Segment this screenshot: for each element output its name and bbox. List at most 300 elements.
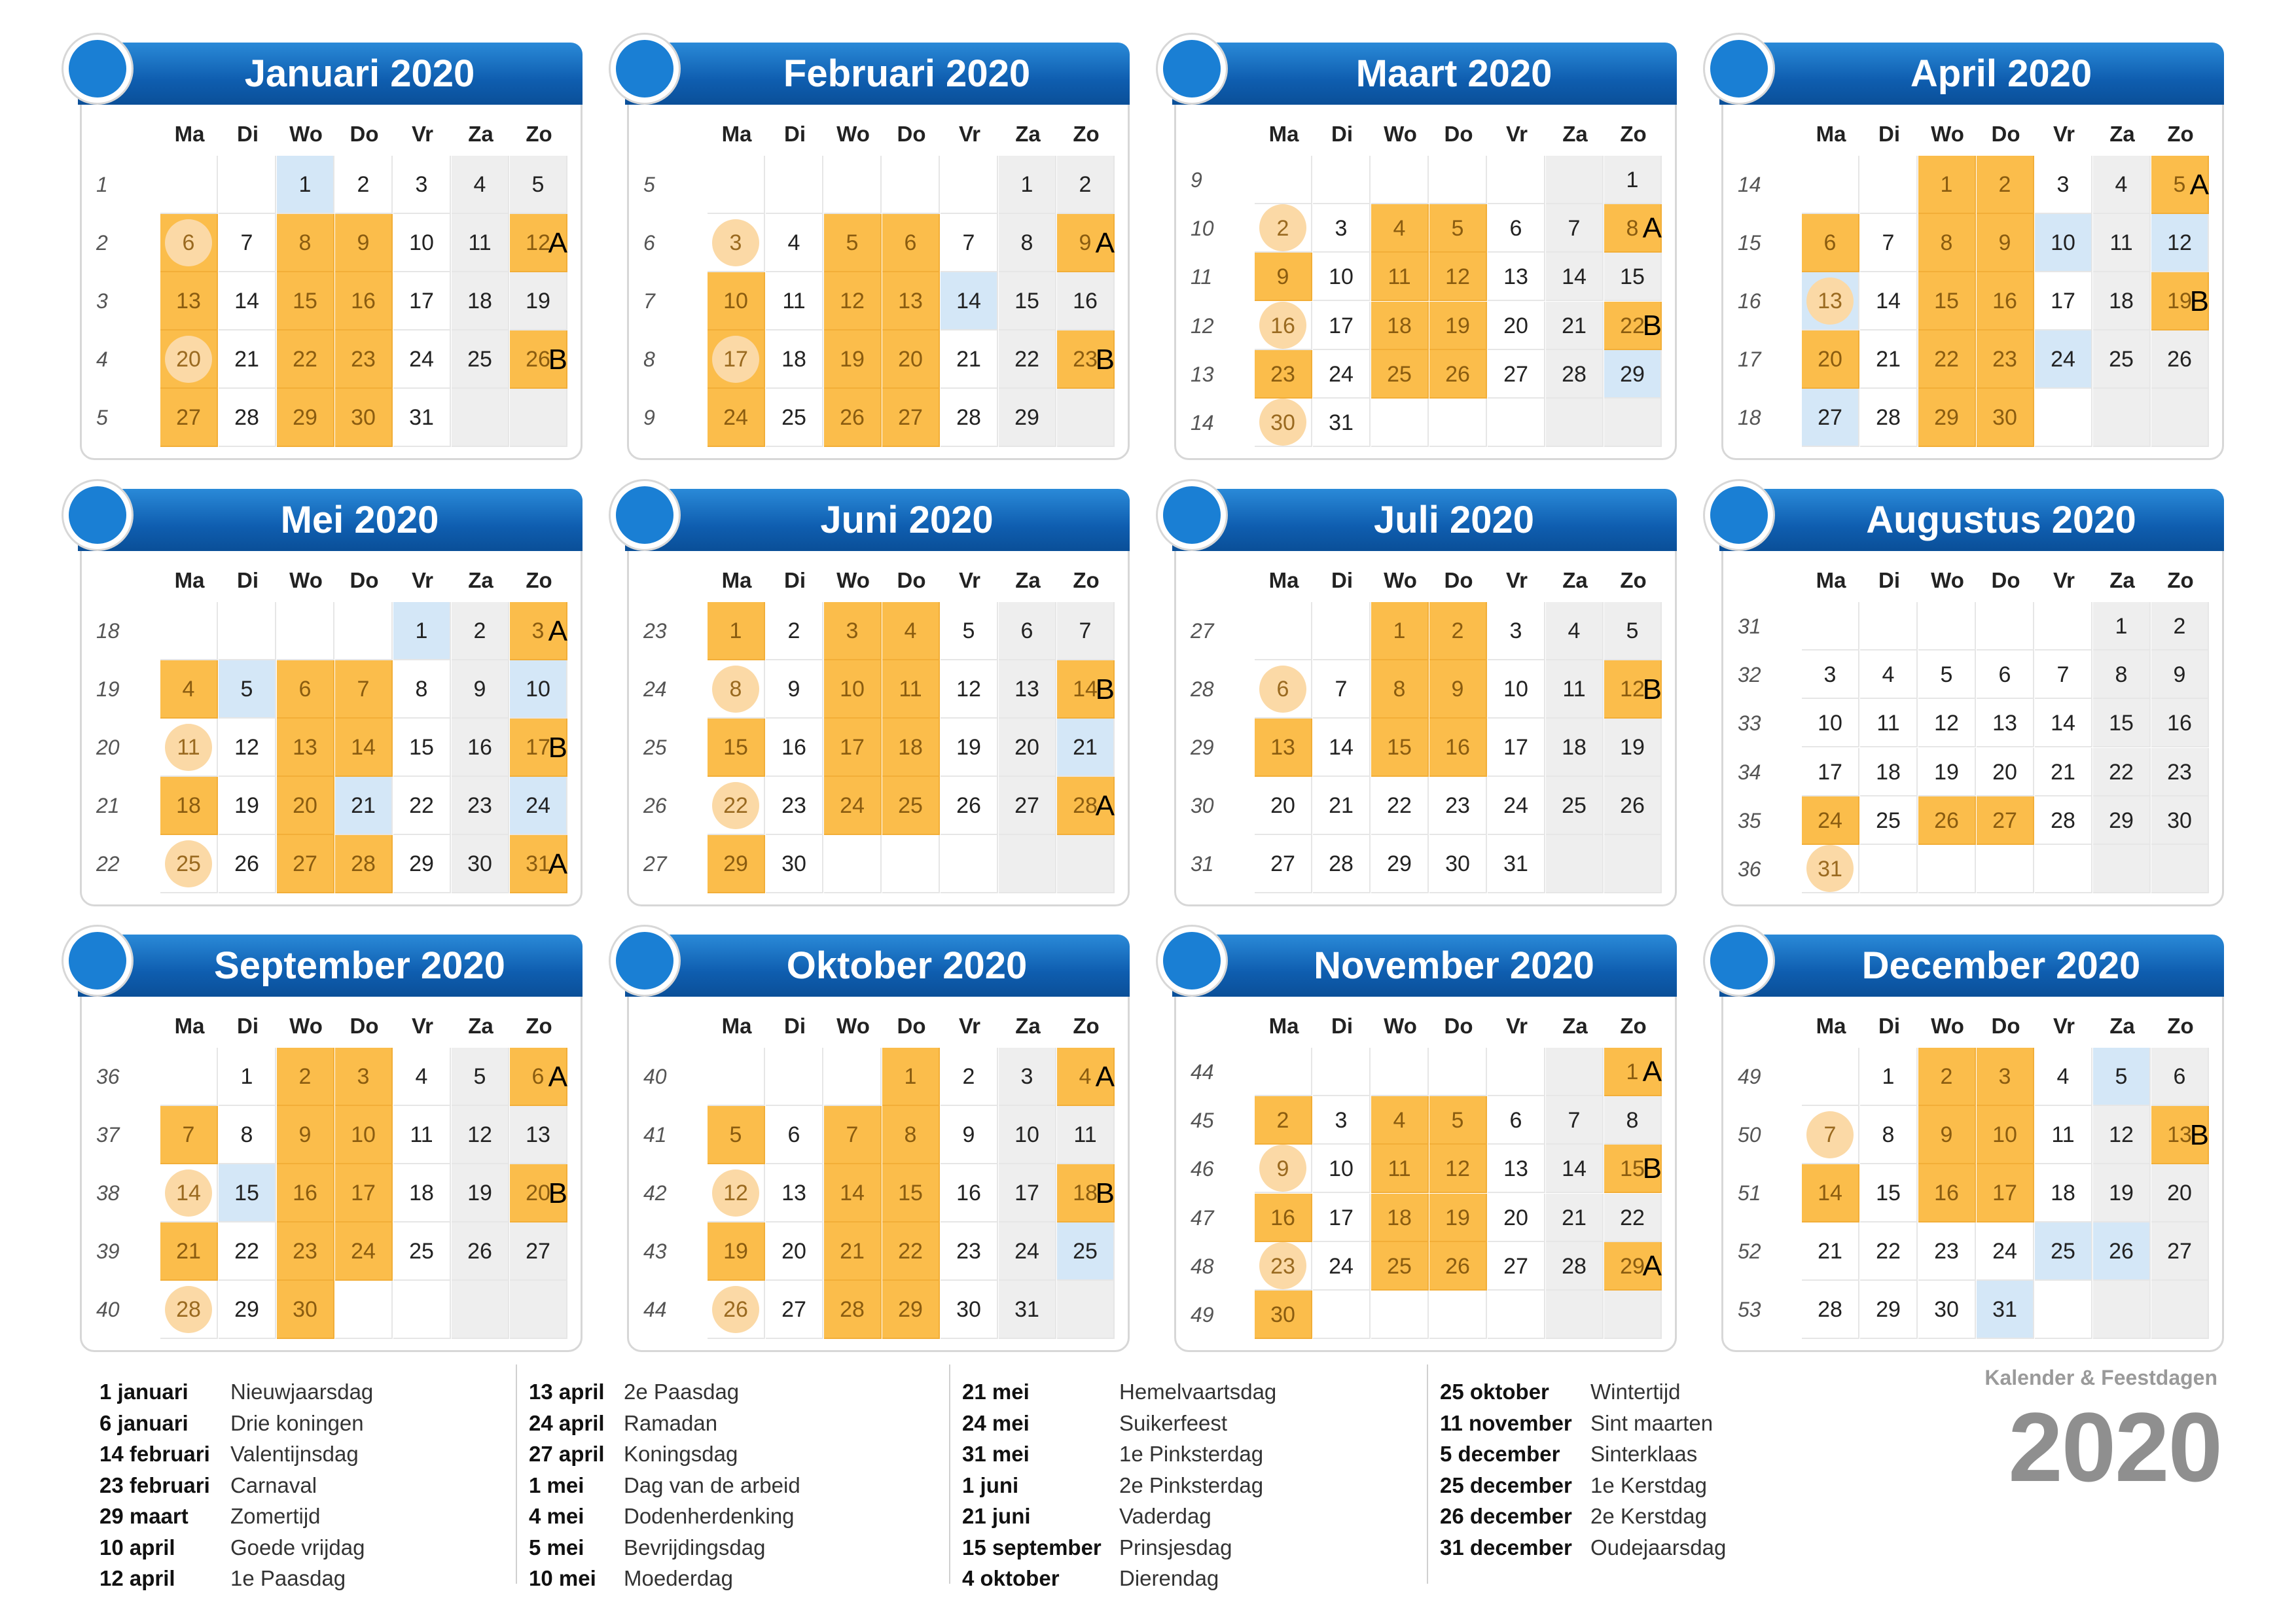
day-cell[interactable]: 10: [824, 660, 882, 719]
day-cell[interactable]: 26: [1604, 777, 1662, 835]
day-cell[interactable]: 26: [219, 835, 276, 893]
day-cell[interactable]: [1371, 1291, 1429, 1339]
day-cell[interactable]: 17: [1313, 1194, 1371, 1242]
day-cell[interactable]: 18: [393, 1164, 451, 1222]
day-cell[interactable]: [1313, 1048, 1371, 1096]
day-cell[interactable]: [882, 156, 940, 214]
day-cell[interactable]: 17: [335, 1164, 393, 1222]
day-cell[interactable]: 5: [824, 214, 882, 272]
day-cell[interactable]: 4: [1371, 204, 1429, 253]
day-cell[interactable]: 9 A: [1057, 214, 1115, 272]
day-cell[interactable]: 15 B: [1604, 1145, 1662, 1193]
day-cell[interactable]: 7: [941, 214, 998, 272]
day-cell[interactable]: 16: [1057, 272, 1115, 330]
day-cell[interactable]: 8: [2093, 651, 2151, 699]
day-cell[interactable]: [1802, 602, 1859, 651]
day-cell[interactable]: 7: [2035, 651, 2092, 699]
day-cell[interactable]: 1: [1371, 602, 1429, 660]
day-cell[interactable]: [1604, 399, 1662, 447]
day-cell[interactable]: 1: [1604, 156, 1662, 204]
day-cell[interactable]: [1488, 1048, 1545, 1096]
day-cell[interactable]: 4: [1546, 602, 1604, 660]
day-cell[interactable]: 2: [1057, 156, 1115, 214]
day-cell[interactable]: 14: [1313, 719, 1371, 777]
day-cell[interactable]: 16: [1255, 302, 1312, 350]
day-cell[interactable]: 15: [2093, 699, 2151, 747]
day-cell[interactable]: [1604, 835, 1662, 893]
day-cell[interactable]: 26: [1429, 1242, 1487, 1291]
day-cell[interactable]: 31: [999, 1281, 1056, 1339]
day-cell[interactable]: 17 B: [510, 719, 567, 777]
day-cell[interactable]: [1546, 399, 1604, 447]
day-cell[interactable]: 25: [393, 1222, 451, 1281]
day-cell[interactable]: 13: [160, 272, 218, 330]
day-cell[interactable]: 4: [882, 602, 940, 660]
day-cell[interactable]: 16: [452, 719, 509, 777]
day-cell[interactable]: [708, 156, 765, 214]
day-cell[interactable]: 13: [510, 1106, 567, 1164]
day-cell[interactable]: [1802, 1048, 1859, 1106]
day-cell[interactable]: 10: [999, 1106, 1056, 1164]
day-cell[interactable]: 15: [219, 1164, 276, 1222]
day-cell[interactable]: 21: [1860, 330, 1918, 389]
day-cell[interactable]: 31 A: [510, 835, 567, 893]
day-cell[interactable]: 4: [2093, 156, 2151, 214]
day-cell[interactable]: [1429, 399, 1487, 447]
day-cell[interactable]: 19: [2093, 1164, 2151, 1222]
day-cell[interactable]: 1: [2093, 602, 2151, 651]
day-cell[interactable]: 15: [882, 1164, 940, 1222]
day-cell[interactable]: 23: [1918, 1222, 1976, 1281]
day-cell[interactable]: 21: [2035, 748, 2092, 796]
day-cell[interactable]: [335, 1281, 393, 1339]
day-cell[interactable]: 16: [766, 719, 823, 777]
day-cell[interactable]: 23: [452, 777, 509, 835]
day-cell[interactable]: 26: [2151, 330, 2209, 389]
day-cell[interactable]: 25: [160, 835, 218, 893]
day-cell[interactable]: 1: [277, 156, 334, 214]
day-cell[interactable]: [1860, 156, 1918, 214]
day-cell[interactable]: 16: [335, 272, 393, 330]
day-cell[interactable]: 9: [1977, 214, 2034, 272]
day-cell[interactable]: 17: [1488, 719, 1545, 777]
day-cell[interactable]: 13: [1802, 272, 1859, 330]
day-cell[interactable]: 27: [1488, 350, 1545, 399]
day-cell[interactable]: 11: [1057, 1106, 1115, 1164]
day-cell[interactable]: 20: [1488, 302, 1545, 350]
day-cell[interactable]: [2151, 1281, 2209, 1339]
day-cell[interactable]: 3: [393, 156, 451, 214]
day-cell[interactable]: [1313, 156, 1371, 204]
day-cell[interactable]: 25: [766, 389, 823, 447]
day-cell[interactable]: 14: [1860, 272, 1918, 330]
day-cell[interactable]: [1802, 156, 1859, 214]
day-cell[interactable]: 4: [393, 1048, 451, 1106]
day-cell[interactable]: [219, 602, 276, 660]
day-cell[interactable]: 2: [1918, 1048, 1976, 1106]
day-cell[interactable]: 9: [2151, 651, 2209, 699]
day-cell[interactable]: 19: [1604, 719, 1662, 777]
day-cell[interactable]: 1: [219, 1048, 276, 1106]
day-cell[interactable]: 16: [277, 1164, 334, 1222]
day-cell[interactable]: 24: [824, 777, 882, 835]
day-cell[interactable]: 22: [393, 777, 451, 835]
day-cell[interactable]: [1546, 1048, 1604, 1096]
day-cell[interactable]: 12: [1429, 1145, 1487, 1193]
day-cell[interactable]: 30: [2151, 796, 2209, 845]
day-cell[interactable]: 3: [1313, 1096, 1371, 1145]
day-cell[interactable]: [1488, 156, 1545, 204]
day-cell[interactable]: 31: [1313, 399, 1371, 447]
day-cell[interactable]: 24: [1488, 777, 1545, 835]
day-cell[interactable]: 25: [1057, 1222, 1115, 1281]
day-cell[interactable]: 29: [1604, 350, 1662, 399]
day-cell[interactable]: 1: [1860, 1048, 1918, 1106]
day-cell[interactable]: 26: [452, 1222, 509, 1281]
day-cell[interactable]: [1371, 156, 1429, 204]
day-cell[interactable]: 7: [1802, 1106, 1859, 1164]
day-cell[interactable]: 28 A: [1057, 777, 1115, 835]
day-cell[interactable]: 14 B: [1057, 660, 1115, 719]
day-cell[interactable]: [941, 156, 998, 214]
day-cell[interactable]: 19 B: [2151, 272, 2209, 330]
day-cell[interactable]: 7: [1546, 1096, 1604, 1145]
day-cell[interactable]: 24: [510, 777, 567, 835]
day-cell[interactable]: [941, 835, 998, 893]
day-cell[interactable]: 16: [1429, 719, 1487, 777]
day-cell[interactable]: 5: [510, 156, 567, 214]
day-cell[interactable]: [452, 389, 509, 447]
day-cell[interactable]: 22: [219, 1222, 276, 1281]
day-cell[interactable]: 8: [219, 1106, 276, 1164]
day-cell[interactable]: 30: [1429, 835, 1487, 893]
day-cell[interactable]: 29: [882, 1281, 940, 1339]
day-cell[interactable]: 23: [1977, 330, 2034, 389]
day-cell[interactable]: 5 A: [2151, 156, 2209, 214]
day-cell[interactable]: 9: [452, 660, 509, 719]
day-cell[interactable]: 13: [1488, 253, 1545, 301]
day-cell[interactable]: 19: [219, 777, 276, 835]
day-cell[interactable]: 25: [1371, 350, 1429, 399]
day-cell[interactable]: [2035, 602, 2092, 651]
day-cell[interactable]: 8: [277, 214, 334, 272]
day-cell[interactable]: 4: [1371, 1096, 1429, 1145]
day-cell[interactable]: 21: [1546, 302, 1604, 350]
day-cell[interactable]: [766, 156, 823, 214]
day-cell[interactable]: [1546, 156, 1604, 204]
day-cell[interactable]: 18: [1371, 1194, 1429, 1242]
day-cell[interactable]: 15: [1371, 719, 1429, 777]
day-cell[interactable]: [824, 156, 882, 214]
day-cell[interactable]: 28: [1860, 389, 1918, 447]
day-cell[interactable]: 26: [1918, 796, 1976, 845]
day-cell[interactable]: 27: [277, 835, 334, 893]
day-cell[interactable]: 13: [1977, 699, 2034, 747]
day-cell[interactable]: 22 B: [1604, 302, 1662, 350]
day-cell[interactable]: 18: [1371, 302, 1429, 350]
day-cell[interactable]: 31: [1802, 845, 1859, 893]
day-cell[interactable]: 11: [2093, 214, 2151, 272]
day-cell[interactable]: 29: [1371, 835, 1429, 893]
day-cell[interactable]: 14: [335, 719, 393, 777]
day-cell[interactable]: 12: [824, 272, 882, 330]
day-cell[interactable]: 19: [824, 330, 882, 389]
day-cell[interactable]: [1488, 399, 1545, 447]
day-cell[interactable]: [1429, 1048, 1487, 1096]
day-cell[interactable]: 6: [882, 214, 940, 272]
day-cell[interactable]: 27: [1488, 1242, 1545, 1291]
day-cell[interactable]: 17: [708, 330, 765, 389]
day-cell[interactable]: 5: [941, 602, 998, 660]
day-cell[interactable]: 25: [1546, 777, 1604, 835]
day-cell[interactable]: 13: [766, 1164, 823, 1222]
day-cell[interactable]: 8: [1604, 1096, 1662, 1145]
day-cell[interactable]: 24: [1977, 1222, 2034, 1281]
day-cell[interactable]: 30: [277, 1281, 334, 1339]
day-cell[interactable]: 26: [708, 1281, 765, 1339]
day-cell[interactable]: 22: [1918, 330, 1976, 389]
day-cell[interactable]: 12: [2093, 1106, 2151, 1164]
day-cell[interactable]: [393, 1281, 451, 1339]
day-cell[interactable]: 20 B: [510, 1164, 567, 1222]
day-cell[interactable]: [1429, 1291, 1487, 1339]
day-cell[interactable]: 6 A: [510, 1048, 567, 1106]
day-cell[interactable]: 5: [1918, 651, 1976, 699]
day-cell[interactable]: 10: [393, 214, 451, 272]
day-cell[interactable]: 5: [452, 1048, 509, 1106]
day-cell[interactable]: [824, 835, 882, 893]
day-cell[interactable]: [1918, 602, 1976, 651]
day-cell[interactable]: 5: [1604, 602, 1662, 660]
day-cell[interactable]: 7: [160, 1106, 218, 1164]
day-cell[interactable]: 19: [1429, 1194, 1487, 1242]
day-cell[interactable]: 17: [393, 272, 451, 330]
day-cell[interactable]: 13: [999, 660, 1056, 719]
day-cell[interactable]: 23: [2151, 748, 2209, 796]
day-cell[interactable]: [1546, 835, 1604, 893]
day-cell[interactable]: 17: [824, 719, 882, 777]
day-cell[interactable]: 12: [452, 1106, 509, 1164]
day-cell[interactable]: 14: [941, 272, 998, 330]
day-cell[interactable]: 29: [277, 389, 334, 447]
day-cell[interactable]: 27: [1802, 389, 1859, 447]
day-cell[interactable]: 16: [941, 1164, 998, 1222]
day-cell[interactable]: 23 B: [1057, 330, 1115, 389]
day-cell[interactable]: 28: [335, 835, 393, 893]
day-cell[interactable]: 20: [277, 777, 334, 835]
day-cell[interactable]: 21: [1057, 719, 1115, 777]
day-cell[interactable]: 25: [2035, 1222, 2092, 1281]
day-cell[interactable]: 2: [941, 1048, 998, 1106]
day-cell[interactable]: 28: [1546, 1242, 1604, 1291]
day-cell[interactable]: 3 A: [510, 602, 567, 660]
day-cell[interactable]: 12: [1918, 699, 1976, 747]
day-cell[interactable]: 23: [1255, 350, 1312, 399]
day-cell[interactable]: [219, 156, 276, 214]
day-cell[interactable]: 17: [2035, 272, 2092, 330]
day-cell[interactable]: 25: [1371, 1242, 1429, 1291]
day-cell[interactable]: [2035, 845, 2092, 893]
day-cell[interactable]: 27: [999, 777, 1056, 835]
day-cell[interactable]: 4: [1860, 651, 1918, 699]
day-cell[interactable]: 3: [1313, 204, 1371, 253]
day-cell[interactable]: 11: [1860, 699, 1918, 747]
day-cell[interactable]: 20: [160, 330, 218, 389]
day-cell[interactable]: 13: [882, 272, 940, 330]
day-cell[interactable]: 28: [219, 389, 276, 447]
day-cell[interactable]: 12: [708, 1164, 765, 1222]
day-cell[interactable]: 28: [160, 1281, 218, 1339]
day-cell[interactable]: 20: [1977, 748, 2034, 796]
day-cell[interactable]: 14: [219, 272, 276, 330]
day-cell[interactable]: 27: [2151, 1222, 2209, 1281]
day-cell[interactable]: [2151, 389, 2209, 447]
day-cell[interactable]: [1860, 845, 1918, 893]
day-cell[interactable]: 29: [393, 835, 451, 893]
day-cell[interactable]: 18 B: [1057, 1164, 1115, 1222]
day-cell[interactable]: 6: [1977, 651, 2034, 699]
day-cell[interactable]: 8: [1371, 660, 1429, 719]
day-cell[interactable]: 15: [1918, 272, 1976, 330]
day-cell[interactable]: 7: [335, 660, 393, 719]
day-cell[interactable]: 27: [882, 389, 940, 447]
day-cell[interactable]: 9: [941, 1106, 998, 1164]
day-cell[interactable]: 15: [393, 719, 451, 777]
day-cell[interactable]: 20: [999, 719, 1056, 777]
day-cell[interactable]: [1313, 602, 1371, 660]
day-cell[interactable]: [2035, 389, 2092, 447]
day-cell[interactable]: 26: [824, 389, 882, 447]
day-cell[interactable]: 9: [1918, 1106, 1976, 1164]
day-cell[interactable]: 30: [766, 835, 823, 893]
day-cell[interactable]: [335, 602, 393, 660]
day-cell[interactable]: [2093, 845, 2151, 893]
day-cell[interactable]: 1: [882, 1048, 940, 1106]
day-cell[interactable]: 10: [335, 1106, 393, 1164]
day-cell[interactable]: 11: [1546, 660, 1604, 719]
day-cell[interactable]: 27: [1977, 796, 2034, 845]
day-cell[interactable]: 3: [335, 1048, 393, 1106]
day-cell[interactable]: 11: [1371, 253, 1429, 301]
day-cell[interactable]: 21: [941, 330, 998, 389]
day-cell[interactable]: 27: [766, 1281, 823, 1339]
day-cell[interactable]: 6: [1488, 1096, 1545, 1145]
day-cell[interactable]: 6: [766, 1106, 823, 1164]
day-cell[interactable]: 17: [1977, 1164, 2034, 1222]
day-cell[interactable]: 21: [219, 330, 276, 389]
day-cell[interactable]: 24: [1313, 350, 1371, 399]
day-cell[interactable]: 2: [766, 602, 823, 660]
day-cell[interactable]: 20: [1802, 330, 1859, 389]
day-cell[interactable]: 30: [335, 389, 393, 447]
day-cell[interactable]: 11: [882, 660, 940, 719]
day-cell[interactable]: 18: [882, 719, 940, 777]
day-cell[interactable]: 13: [1255, 719, 1312, 777]
day-cell[interactable]: 15: [708, 719, 765, 777]
day-cell[interactable]: 10: [708, 272, 765, 330]
day-cell[interactable]: 17: [1802, 748, 1859, 796]
day-cell[interactable]: 26: [1429, 350, 1487, 399]
day-cell[interactable]: 29 A: [1604, 1242, 1662, 1291]
day-cell[interactable]: 25: [2093, 330, 2151, 389]
day-cell[interactable]: 20: [1488, 1194, 1545, 1242]
day-cell[interactable]: [2151, 845, 2209, 893]
day-cell[interactable]: 14: [160, 1164, 218, 1222]
day-cell[interactable]: 6: [1488, 204, 1545, 253]
day-cell[interactable]: [510, 1281, 567, 1339]
day-cell[interactable]: 20: [882, 330, 940, 389]
day-cell[interactable]: [160, 602, 218, 660]
day-cell[interactable]: 26: [941, 777, 998, 835]
day-cell[interactable]: [1918, 845, 1976, 893]
day-cell[interactable]: 13: [277, 719, 334, 777]
day-cell[interactable]: 23: [766, 777, 823, 835]
day-cell[interactable]: 22: [1860, 1222, 1918, 1281]
day-cell[interactable]: 3: [824, 602, 882, 660]
day-cell[interactable]: 21: [1546, 1194, 1604, 1242]
day-cell[interactable]: 29: [708, 835, 765, 893]
day-cell[interactable]: 2: [1255, 204, 1312, 253]
day-cell[interactable]: 2: [1255, 1096, 1312, 1145]
day-cell[interactable]: [1977, 602, 2034, 651]
day-cell[interactable]: 10: [1488, 660, 1545, 719]
day-cell[interactable]: 27: [1255, 835, 1312, 893]
day-cell[interactable]: 23: [941, 1222, 998, 1281]
day-cell[interactable]: [2093, 1281, 2151, 1339]
day-cell[interactable]: 8: [882, 1106, 940, 1164]
day-cell[interactable]: 3: [999, 1048, 1056, 1106]
day-cell[interactable]: 29: [1918, 389, 1976, 447]
day-cell[interactable]: 14: [1546, 253, 1604, 301]
day-cell[interactable]: 2: [452, 602, 509, 660]
day-cell[interactable]: 12 B: [1604, 660, 1662, 719]
day-cell[interactable]: [999, 835, 1056, 893]
day-cell[interactable]: 19: [708, 1222, 765, 1281]
day-cell[interactable]: 9: [1255, 1145, 1312, 1193]
day-cell[interactable]: 5: [1429, 1096, 1487, 1145]
day-cell[interactable]: 14: [1546, 1145, 1604, 1193]
day-cell[interactable]: 12: [941, 660, 998, 719]
day-cell[interactable]: 11: [1371, 1145, 1429, 1193]
day-cell[interactable]: 12: [1429, 253, 1487, 301]
day-cell[interactable]: 6: [160, 214, 218, 272]
day-cell[interactable]: 18: [2093, 272, 2151, 330]
day-cell[interactable]: 3: [1802, 651, 1859, 699]
day-cell[interactable]: 6: [277, 660, 334, 719]
day-cell[interactable]: 13: [1488, 1145, 1545, 1193]
day-cell[interactable]: 2: [277, 1048, 334, 1106]
day-cell[interactable]: 7: [219, 214, 276, 272]
day-cell[interactable]: 5: [219, 660, 276, 719]
day-cell[interactable]: 24: [2035, 330, 2092, 389]
day-cell[interactable]: 11: [766, 272, 823, 330]
day-cell[interactable]: 7: [1313, 660, 1371, 719]
day-cell[interactable]: 18: [452, 272, 509, 330]
day-cell[interactable]: 19: [510, 272, 567, 330]
day-cell[interactable]: 6: [1255, 660, 1312, 719]
day-cell[interactable]: 24: [1313, 1242, 1371, 1291]
day-cell[interactable]: 24: [708, 389, 765, 447]
day-cell[interactable]: [1255, 602, 1312, 660]
day-cell[interactable]: 9: [335, 214, 393, 272]
day-cell[interactable]: [1371, 1048, 1429, 1096]
day-cell[interactable]: 27: [160, 389, 218, 447]
day-cell[interactable]: [1371, 399, 1429, 447]
day-cell[interactable]: 1: [708, 602, 765, 660]
day-cell[interactable]: 18: [2035, 1164, 2092, 1222]
day-cell[interactable]: 23: [277, 1222, 334, 1281]
day-cell[interactable]: 8: [708, 660, 765, 719]
